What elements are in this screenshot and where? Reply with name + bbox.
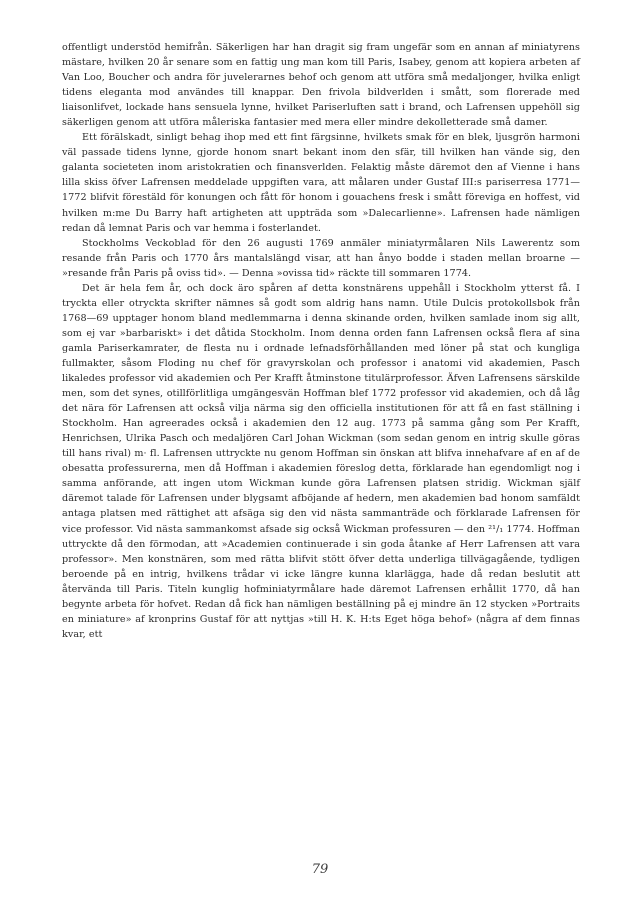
paragraph-3: Stockholms Veckoblad för den 26 augusti 1769 anmäler miniatyrmålaren Nils Lawerentz som resande från Paris och 1770 års mantalslängd visar, att han ånyo bodde i staden mellan broarne — »resande från Paris på oviss tid». — Denna »ovissa tid» räckte till sommaren 1774. xyxy=(62,237,580,279)
paragraph-2: Ett förälskadt, sinligt behag ihop med ett fint färgsinne, hvilkets smak för en blek, ljusgrön harmoni väl passade tidens lynne, gjorde honom snart bekant inom den sfär, till hvilken han vände sig, den galanta societeten inom aristokratien och finansverlden. Felaktig måste däremot den af Vienne i hans lilla skiss öfver Lafrensen meddelade uppgiften vara, att målaren under Gustaf III:s pariserresa 1771—1772 blifvit förestäld för konungen och fått för honom i gouachens fresk i smått föreviga en hoffest, vid hvilken m:me Du Barry haft artigheten att uppträda som »Dalecarlienne». Lafrensen hade nämligen redan då lemnat Paris och var hemma i fosterlandet. xyxy=(62,132,580,234)
paragraph-4: Det är hela fem år, och dock äro spåren af detta konstnärens uppehåll i Stockholm ytterst få. I tryckta eller otryckta skrifter nämnes så godt som aldrig hans namn. Utile Dulcis protokollsbok från 1768—69 upptager honom bland medlemmarna i denna skinande orden, hvilken samlade inom sig allt, som ej var »barbariskt» i det dåtida Stockholm. Inom denna orden fann Lafrensen också flera af sina gamla Pariserkamrater, de flesta nu i ordnade lefnadsförhållanden med löner på stat och kungliga fullmakter, såsom Floding nu chef för gravyrskolan och professor i anatomi vid akademien, Pasch likaledes professor vid akademien och Per Krafft åtminstone titulärprofessor. Äfven Lafrensens särskilde men, som det synes, otillförlitliga umgängesvän Hoffman blef 1772 professor vid akademien, och då låg det nära för Lafrensen att också vilja närma sig den officiella institutionen för att få en fast ställning i Stockholm. Han agreerades också i akademien den 12 aug. 1773 på samma gång som Per Krafft, Henrichsen, Ulrika Pasch och medaljören Carl Johan Wickman (som sedan genom en intrig skulle göras till hans rival) m· fl. Lafrensen uttryckte nu genom Hoffman sin önskan att blifva innehafvare af en af de obesatta professurerna, men då Hoffman i akademien föreslog detta, förklarade han egendomligt nog i samma anförande, att ingen utom Wickman kunde göra Lafrensen platsen stridig. Wickman själf däremot talade för Lafrensen under blygsamt afböjande af hedern, men akademien bad honom samfäldt antaga platsen med rättighet att afsäga sig den vid nästa sammanträde och förklarade Lafrensen för vice professor. Vid nästa sammankomst afsade sig också Wickman professuren — den ²¹/₁ 1774. Hoffman uttryckte då den förmodan, att »Academien continuerade i sin goda åtanke af Herr Lafrensen att vara professor». Men konstnären, som med rätta blifvit stött öfver detta underliga tillvägagående, tydligen beroende på en intrig, hvilkens trådar vi icke längre kunna klarlägga, hade då redan beslutit att återvända till Paris. Titeln kunglig hofminiatyrmålare hade däremot Lafrensen erhållit 1770, då han begynte arbeta för hofvet. Redan då fick han nämligen beställning på ej mindre än 12 stycken »Portraits en miniature» af kronprins Gustaf för att nyttjas »till H. K. H:ts Eget höga behof» (några af dem finnas kvar, ett xyxy=(62,282,580,640)
page-text-block xyxy=(62,40,580,642)
paragraph-1: offentligt understöd hemifrån. Säkerligen har han dragit sig fram ungefär som en annan af miniatyrens mästare, hvilken 20 år senare som en fattig ung man kom till Paris, Isabey, genom att kopiera arbeten af Van Loo, Boucher och andra för juvelerarnes behof och genom att utföra små medaljonger, hvilka enligt tidens eleganta mod användes till knappar. Den frivola bildverlden i smått, som florerade med liaisonlifvet, lockade hans sensuela lynne, hvilket Pariserluften satt i brand, och Lafrensen uppehöll sig säkerligen genom att utföra måleriska fantasier med mera eller mindre dekolletterade små damer. xyxy=(62,42,580,129)
page-number: 79 xyxy=(311,862,329,877)
